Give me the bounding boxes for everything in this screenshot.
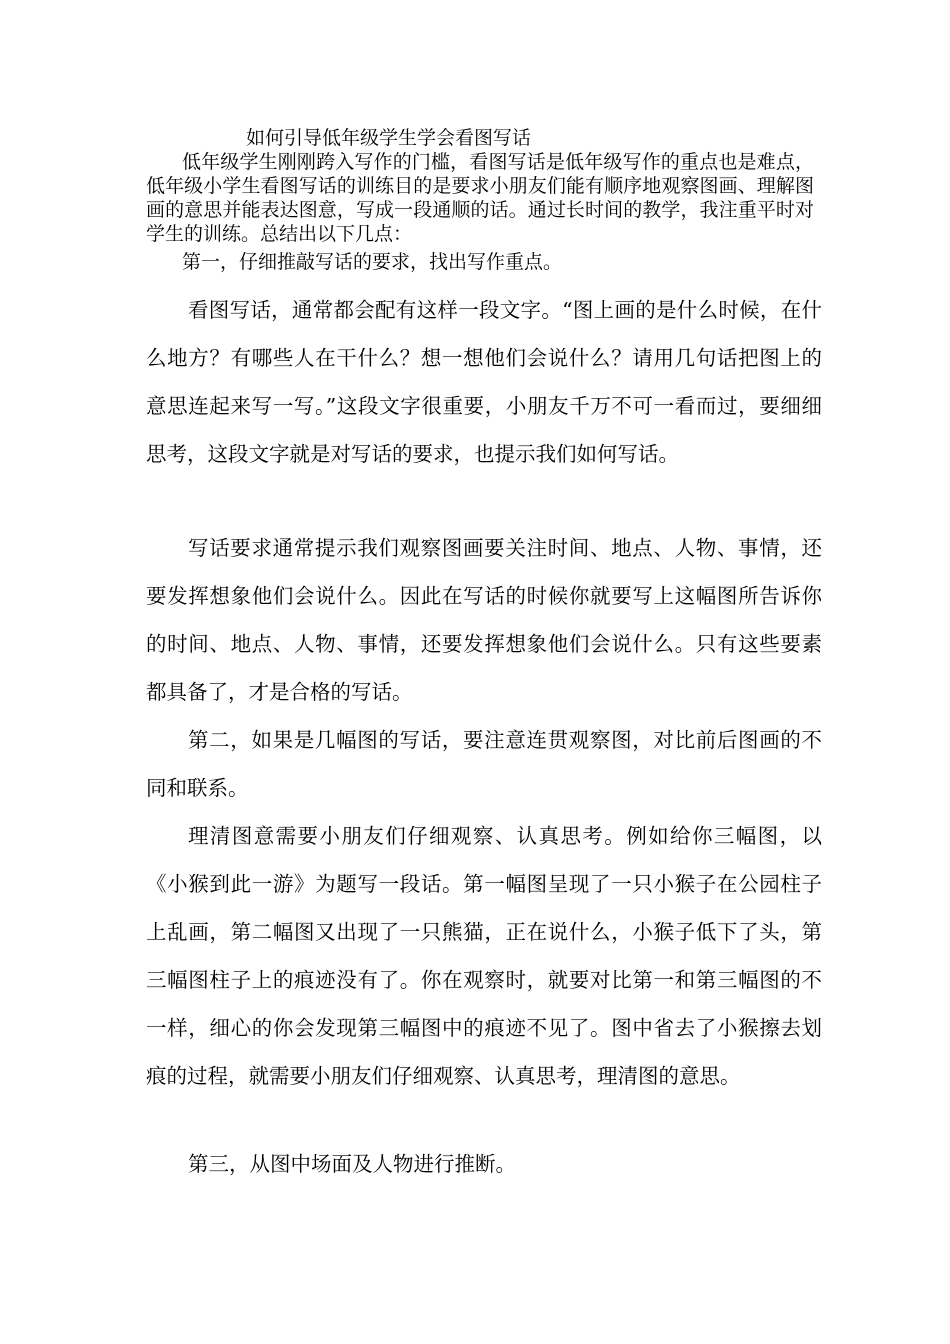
paragraph-writing-prompt: 看图写话，通常都会配有这样一段文字。“图上画的是什么时候，在什么地方？有哪些人在干什么？想一想他们会说什么？请用几句话把图上的意思连起来写一写。”这段文字很重要，小朋友千万不可一看而过，要细细思考，这段文字就是对写话的要求，也提示我们如何写话。	[146, 298, 822, 466]
paragraph-example: 理清图意需要小朋友们仔细观察、认真思考。例如给你三幅图，以《小猴到此一游》为题写一段话。第一幅图呈现了一只小猴子在公园柱子上乱画，第二幅图又出现了一只熊猫，正在说什么，小猴子低下了头，第三幅图柱子上的痕迹没有了。你在观察时，就要对比第一和第三幅图的不一样，细心的你会发现第三幅图中的痕迹不见了。图中省去了小猴擦去划痕的过程，就需要小朋友们仔细观察、认真思考，理清图的意思。	[146, 824, 822, 1088]
document-title: 如何引导低年级学生学会看图写话	[246, 127, 532, 149]
paragraph-writing-requirements: 写话要求通常提示我们观察图画要关注时间、地点、人物、事情，还要发挥想象他们会说什么。因此在写话的时候你就要写上这幅图所告诉你的时间、地点、人物、事情，还要发挥想象他们会说什么。只有这些要素都具备了，才是合格的写话。	[146, 536, 822, 704]
intro-paragraph: 低年级学生刚刚跨入写作的门槛，看图写话是低年级写作的重点也是难点，低年级小学生看图写话的训练目的是要求小朋友们能有顺序地观察图画、理解图画的意思并能表达图意，写成一段通顺的话。通过长时间的教学，我注重平时对学生的训练。总结出以下几点：	[146, 151, 814, 245]
point-two-heading: 第二，如果是几幅图的写话，要注意连贯观察图，对比前后图画的不同和联系。	[146, 728, 822, 800]
point-one-heading: 第一，仔细推敲写话的要求，找出写作重点。	[182, 251, 563, 273]
point-three-heading: 第三，从图中场面及人物进行推断。	[188, 1152, 516, 1176]
